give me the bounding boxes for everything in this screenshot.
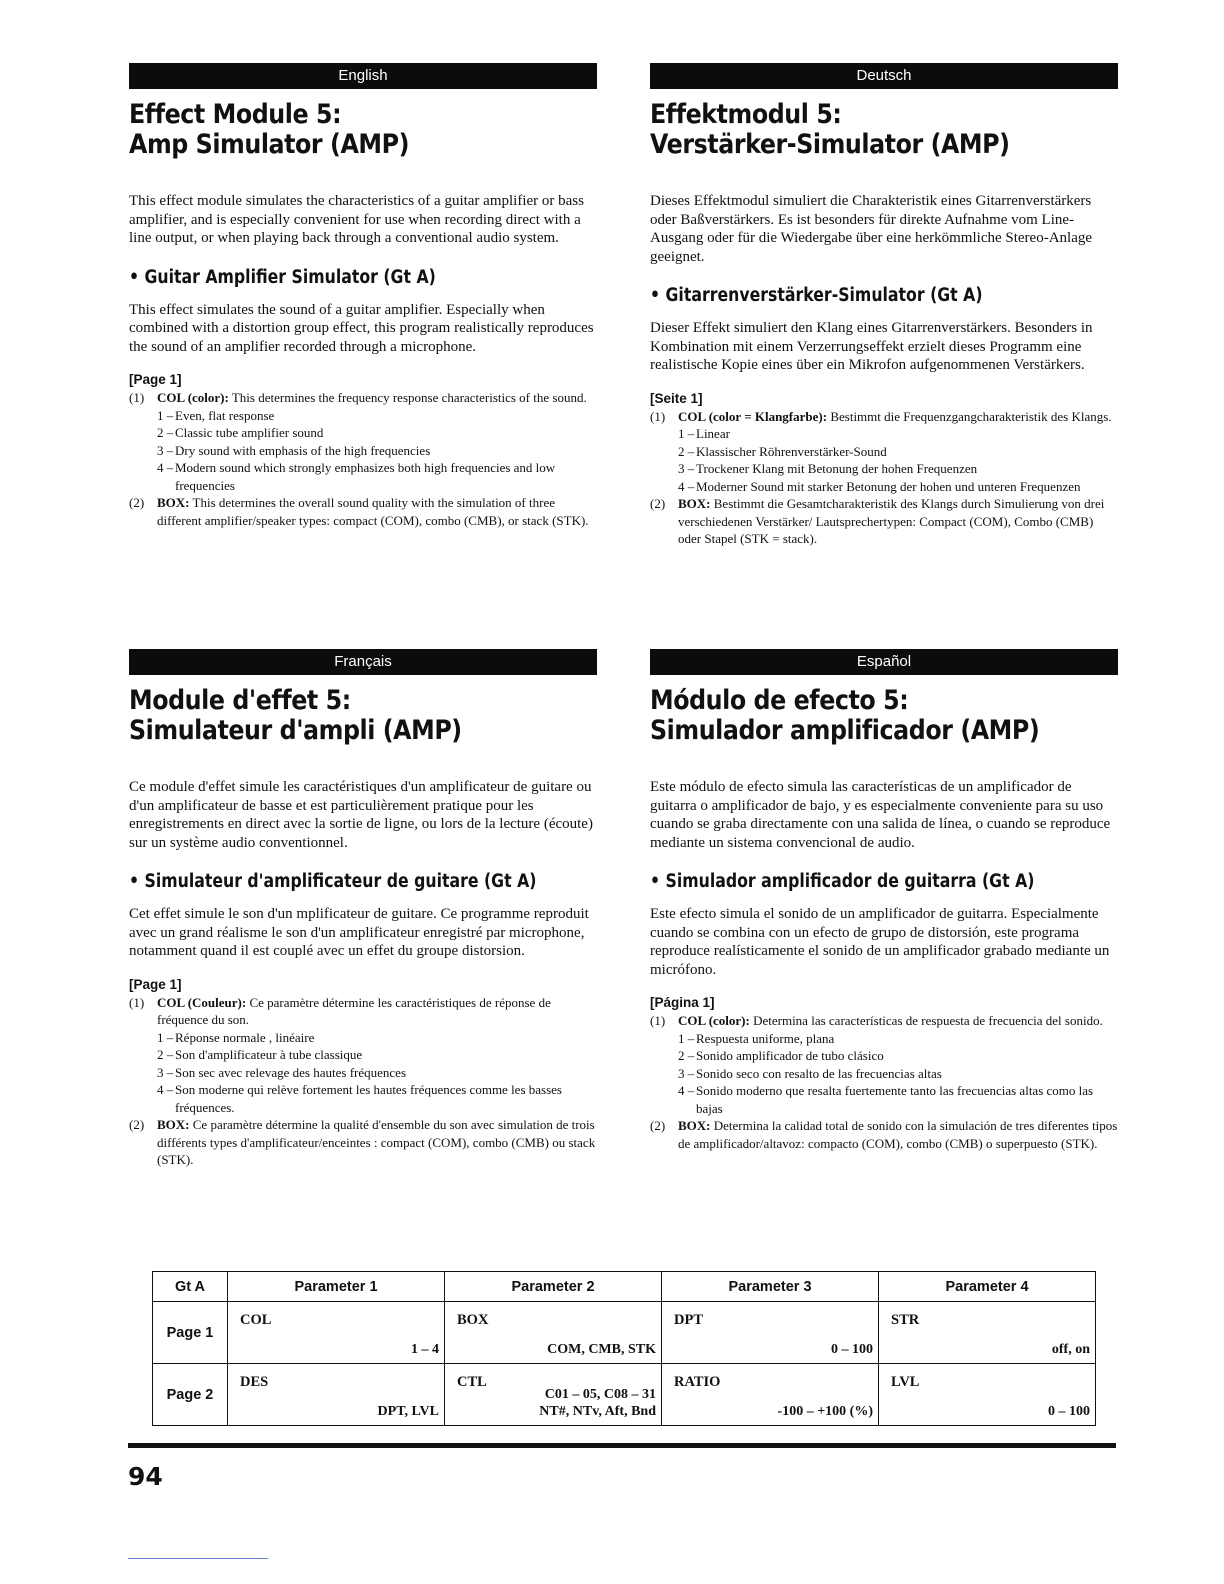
section-deutsch [650, 63, 1118, 548]
parameter-list [129, 994, 597, 1169]
table-corner: Gt A [153, 1272, 228, 1302]
table-cell: STR off, on [879, 1302, 1096, 1364]
section-title: Módulo de efecto 5: Simulador amplificador (AMP) [650, 685, 1040, 746]
table-row [153, 1364, 1096, 1426]
column-header: Parameter 3 [662, 1272, 879, 1302]
section-title: Module d'effet 5: Simulateur d'ampli (AMP) [129, 685, 462, 746]
section-title: Effektmodul 5: Verstärker-Simulator (AMP) [650, 99, 1010, 160]
language-bar: English [129, 63, 597, 89]
list-item: 3 – Sonido seco con resalto de las frecuencias altas [678, 1065, 942, 1081]
table-cell: RATIO -100 – +100 (%) [662, 1364, 879, 1426]
intro-paragraph: Este módulo de efecto simula las características de un amplificador de guitarra o amplificador de bajo, y es especialmente conveniente para su uso cuando se graba directamente con una salida de línea, o cuando se reproduce mediante un sistema convencional de audio. [650, 779, 1111, 851]
list-item: (1) COL (color): Determina las características de respuesta de frecuencia del sonido. [650, 1013, 1103, 1028]
row-label: Page 1 [153, 1302, 228, 1364]
list-item: (2) BOX: Ce paramètre détermine la qualité d'ensemble du son avec simulation de trois différents types d'amplificateur/enceintes : compact (COM), combo (CMB) ou stack (STK). [129, 1117, 596, 1167]
list-item: 4 – Moderner Sound mit starker Betonung der hohen und unteren Frequenzen [678, 478, 1081, 494]
table-cell: CTL C01 – 05, C08 – 31 NT#, NTv, Aft, Bnd [445, 1364, 662, 1426]
intro-paragraph: This effect module simulates the characteristics of a guitar amplifier or bass amplifier, and is especially convenient for use when recording direct with a line output, or when playing back through a conventional audio system. [129, 193, 584, 246]
list-item: 2 – Klassischer Röhrenverstärker-Sound [678, 443, 887, 459]
list-item: 1 – Respuesta uniforme, plana [678, 1030, 835, 1046]
list-item: 1 – Linear [678, 426, 730, 441]
table-cell: BOX COM, CMB, STK [445, 1302, 662, 1364]
description-paragraph: This effect simulates the sound of a guitar amplifier. Especially when combined with a distortion group effect, this program realistically reproduces the sound of an amplifier recorded through a microphone. [129, 301, 594, 355]
list-item: 3 – Son sec avec relevage des hautes fréquences [157, 1064, 406, 1080]
option-list [678, 1030, 1118, 1118]
list-item: 3 – Dry sound with emphasis of the high frequencies [157, 442, 431, 458]
section-title: Effect Module 5: Amp Simulator (AMP) [129, 99, 410, 160]
column-header: Parameter 2 [445, 1272, 662, 1302]
section-espanol [650, 649, 1118, 1152]
page-label: [Page 1] [129, 372, 182, 387]
list-item: (1) COL (color): This determines the frequency response characteristics of the sound. [129, 390, 587, 405]
list-item: 4 – Modern sound which strongly emphasizes both high frequencies and low frequencies [157, 460, 556, 493]
table-cell: DPT 0 – 100 [662, 1302, 879, 1364]
language-bar: Español [650, 649, 1118, 675]
list-item: 4 – Sonido moderno que resalta fuertemente tanto las frecuencias altas como las bajas [678, 1083, 1094, 1116]
page-label: [Page 1] [129, 976, 182, 992]
subheading: • Simulateur d'amplificateur de guitare (Gt A) [129, 871, 537, 892]
row-label: Page 2 [153, 1364, 228, 1426]
table-header-row [153, 1272, 1096, 1302]
table-cell: COL 1 – 4 [228, 1302, 445, 1364]
option-list [157, 407, 597, 495]
list-item: (2) BOX: Bestimmt die Gesamtcharakteristik des Klangs durch Simulierung von drei verschiedenen Verstärker/ Lautsprechertypen: Compact (COM), Combo (CMB) oder Stapel (STK = stack). [650, 496, 1105, 546]
list-item: 2 – Son d'amplificateur à tube classique [157, 1047, 363, 1062]
language-bar: Français [129, 649, 597, 675]
language-bar: Deutsch [650, 63, 1118, 89]
list-item: 4 – Son moderne qui relève fortement les hautes fréquences comme les basses fréquences. [157, 1082, 562, 1115]
list-item: (1) COL (color = Klangfarbe): Bestimmt die Frequenzgangcharakteristik des Klangs. [650, 408, 1112, 424]
option-list [157, 1029, 597, 1117]
list-item: 2 – Classic tube amplifier sound [157, 425, 324, 440]
subheading: • Gitarrenverstärker-Simulator (Gt A) [650, 285, 983, 306]
parameter-list [650, 1012, 1118, 1152]
page-label: [Seite 1] [650, 390, 703, 406]
intro-paragraph: Dieses Effektmodul simuliert die Charakteristik eines Gitarrenverstärkers oder Baßverstärkers. Es ist besonders für direkte Aufnahme vom Line-Ausgang oder für die Wiedergabe über eine herkömmliche Stereo-Anlage geeignet. [650, 193, 1093, 265]
subheading: • Guitar Amplifier Simulator (Gt A) [129, 266, 436, 288]
subheading: • Simulador amplificador de guitarra (Gt A) [650, 871, 1035, 892]
column-header: Parameter 1 [228, 1272, 445, 1302]
intro-paragraph: Ce module d'effet simule les caractéristiques d'un amplificateur de guitare ou d'un amplificateur de basse et est particulièrement pratique pour les enregistrements en direct avec la sortie de ligne, ou lors de la lecture (écoute) sur un système audio conventionnel. [129, 779, 593, 851]
page-number: 94 [128, 1462, 163, 1491]
list-item: (2) BOX: Determina la calidad total de sonido con la simulación de tres diferentes tipos de amplificador/altavoz: compacto (COM), combo (CMB) o superpuesto (STK). [650, 1118, 1118, 1151]
description-paragraph: Dieser Effekt simuliert den Klang eines Gitarrenverstärkers. Besonders in Kombination mit einem Verzerrungseffekt erzielt dieses Programm eine realistische Kopie eines über ein Mikrofon aufgenommenen Verstärkers. [650, 320, 1093, 373]
list-item: 2 – Sonido amplificador de tubo clásico [678, 1048, 884, 1063]
section-francais [129, 649, 597, 1169]
description-paragraph: Este efecto simula el sonido de un amplificador de guitarra. Especialmente cuando se combina con un efecto de grupo de distorsión, este programa reproduce realísticamente el sonido de un amplificador grabado mediante un micrófono. [650, 906, 1110, 978]
list-item: 3 – Trockener Klang mit Betonung der hohen Frequenzen [678, 461, 978, 476]
description-paragraph: Cet effet simule le son d'un mplificateur de guitare. Ce programme reproduit avec un grand réalisme le son d'un amplificateur enregistré par microphone, notamment quand il est couplé avec un effet du groupe distorsion. [129, 906, 589, 959]
parameter-table [152, 1271, 1096, 1426]
table-row [153, 1302, 1096, 1364]
section-english [129, 63, 597, 529]
footer-rule [128, 1443, 1116, 1448]
column-header: Parameter 4 [879, 1272, 1096, 1302]
page-label: [Página 1] [650, 995, 715, 1010]
footnote-divider [128, 1558, 268, 1559]
list-item: 1 – Réponse normale , linéaire [157, 1029, 315, 1045]
table-cell: LVL 0 – 100 [879, 1364, 1096, 1426]
table-cell: DES DPT, LVL [228, 1364, 445, 1426]
parameter-list [129, 389, 597, 529]
option-list [678, 425, 1118, 495]
list-item: (2) BOX: This determines the overall sound quality with the simulation of three different amplifier/speaker types: compact (COM), combo (CMB), or stack (STK). [129, 495, 589, 528]
list-item: 1 – Even, flat response [157, 407, 275, 423]
list-item: (1) COL (Couleur): Ce paramètre détermine les caractéristiques de réponse de fréquence du son. [129, 994, 551, 1027]
parameter-list [650, 408, 1118, 548]
